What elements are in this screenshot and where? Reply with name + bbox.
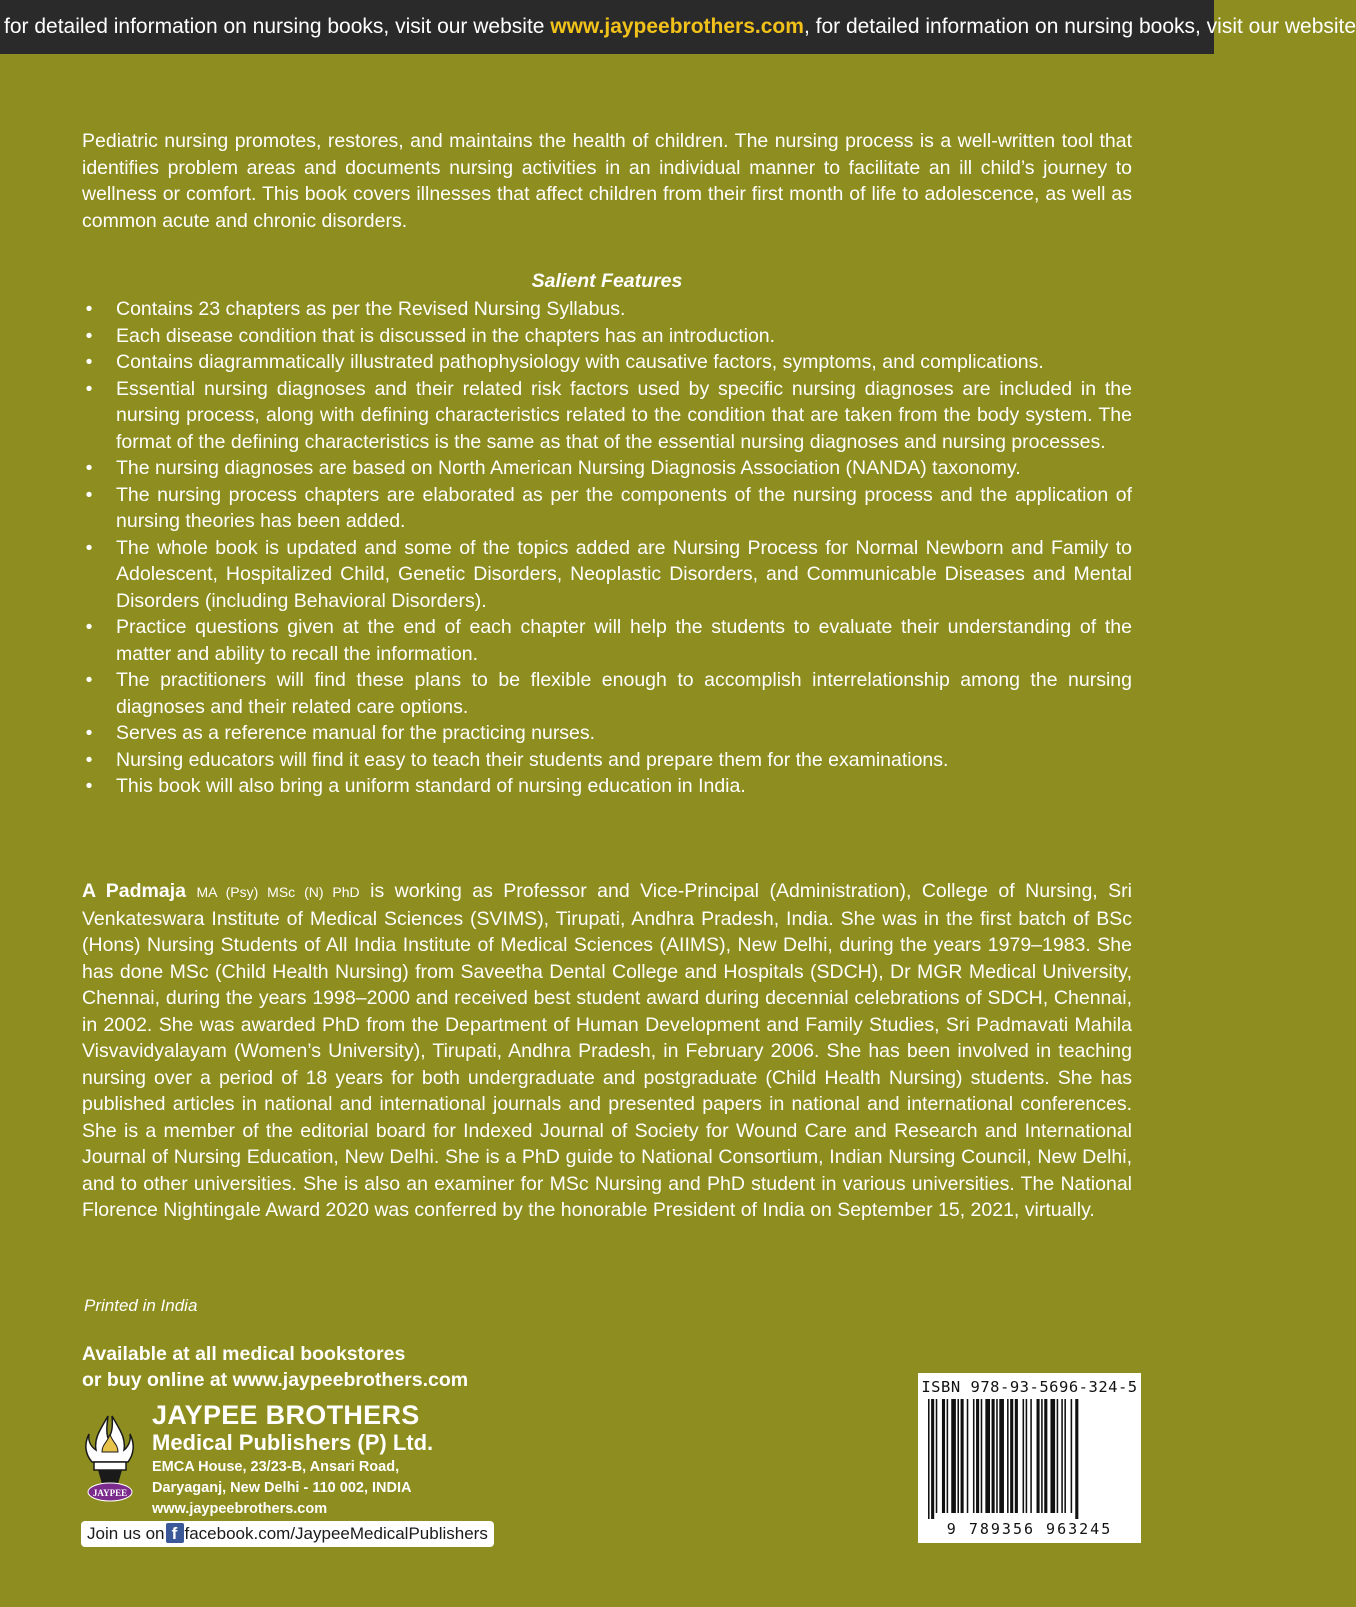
printed-in-label: Printed in India xyxy=(84,1296,198,1315)
address-line-2: Daryaganj, New Delhi - 110 002, INDIA xyxy=(152,1480,412,1496)
banner-website-link[interactable]: www.jaypeebrothers.com xyxy=(550,15,804,38)
publisher-address xyxy=(152,1457,412,1520)
barcode-bar xyxy=(1041,1399,1043,1513)
banner-text-start: for detailed information on nursing books, visit our website xyxy=(4,15,551,38)
barcode-bar xyxy=(928,1399,930,1519)
barcode-bar xyxy=(942,1399,945,1513)
author-qualifications: MA (Psy) MSc (N) PhD xyxy=(196,884,360,900)
barcode-bar xyxy=(1015,1399,1018,1513)
publisher-subname: Medical Publishers (P) Ltd. xyxy=(152,1430,434,1455)
author-bio-text: is working as Professor and Vice-Principal (Administration), College of Nursing, Sri Venkateswara Institute of Medical Sciences (SVIMS), Tirupati, Andhra Pradesh, India. She was in the first batch of BSc (Hons) Nursing Students of All India Institute of Medical Sciences (AIIMS), New Delhi, during the years 1979–1983. She has done MSc (Child Health Nursing) from Saveetha Dental College and Hospitals (SDCH), Dr MGR Medical University, Chennai, during the years 1998–2000 and received best student award during decennial celebrations of SDCH, Chennai, in 2002. She was awarded PhD from the Department of Human Development and Family Studies, Sri Padmavati Mahila Visvavidyalayam (Women’s University), Tirupati, Andhra Pradesh, in February 2006. She has been involved in teaching nursing over a period of 18 years for both undergraduate and postgraduate (Child Health Nursing) students. She has published articles in national and international journals and presented papers in national and international conferences. She is a member of the editorial board for Indexed Journal of Society for Wound Care and Research and International Journal of Nursing Education, New Delhi. She is a PhD guide to National Consortium, Indian Nursing Council, New Delhi, and to other universities. She is also an examiner for MSc Nursing and PhD student in various universities. The National Florence Nightingale Award 2020 was conferred by the honorable President of India on September 15, 2021, virtually. xyxy=(82,880,1132,1221)
address-line-1: EMCA House, 23/23-B, Ansari Road, xyxy=(152,1459,400,1475)
publisher-website[interactable]: www.jaypeebrothers.com xyxy=(152,1501,328,1517)
barcode-bar xyxy=(1030,1399,1032,1513)
barcode-bar xyxy=(1050,1399,1055,1513)
barcode-bar xyxy=(1037,1399,1040,1513)
top-banner xyxy=(0,0,1356,54)
social-handle: facebook.com/JaypeeMedicalPublishers xyxy=(184,1524,488,1543)
feature-item: • Contains 23 chapters as per the Revised Nursing Syllabus. xyxy=(82,296,1132,323)
feature-item: • Essential nursing diagnoses and their related risk factors used by specific nursing diagnoses are included in the nursing process, along with defining characteristics related to the condition that are taken from the body system. The format of the defining characteristics is the same as that of the essential nursing diagnoses and nursing processes. xyxy=(82,376,1132,456)
author-name: A Padmaja xyxy=(82,880,187,902)
publisher-name: JAYPEE BROTHERS xyxy=(152,1400,420,1430)
publisher-logo xyxy=(80,1412,144,1510)
barcode-bar xyxy=(931,1399,934,1519)
barcode-bar xyxy=(936,1399,938,1513)
barcode-bar xyxy=(999,1399,1004,1513)
barcode-bar xyxy=(1064,1399,1066,1513)
barcode-bar xyxy=(1023,1399,1025,1513)
features-heading: Salient Features xyxy=(531,270,683,292)
barcode-bar xyxy=(985,1399,990,1513)
feature-item: • Practice questions given at the end of each chapter will help the students to evaluate their understanding of the matter and ability to recall the information. xyxy=(82,614,1132,667)
logo-wordmark: JAYPEE xyxy=(92,1488,128,1498)
feature-item: • Each disease condition that is discussed in the chapters has an introduction. xyxy=(82,323,1132,350)
feature-item: • Nursing educators will find it easy to teach their students and prepare them for the examinations. xyxy=(82,747,1132,774)
barcode-bar xyxy=(992,1399,995,1513)
author-bio xyxy=(82,878,1132,1224)
barcode-bar xyxy=(996,1399,998,1513)
barcode-bar xyxy=(1071,1399,1073,1513)
barcode-bar xyxy=(1026,1399,1028,1513)
isbn-label: ISBN 978-93-5696-324-5 xyxy=(921,1378,1138,1396)
jaypee-flame-icon xyxy=(80,1412,144,1510)
isbn-digits: 9 789356 963245 xyxy=(946,1520,1113,1538)
feature-item: • Contains diagrammatically illustrated pathophysiology with causative factors, symptoms, and complications. xyxy=(82,349,1132,376)
intro-paragraph: Pediatric nursing promotes, restores, and maintains the health of children. The nursing process is a well-written tool that identifies problem areas and documents nursing activities in an individual manner to facilitate an ill child’s journey to wellness or comfort. This book covers illnesses that affect children from their first month of life to adolescence, as well as common acute and chronic disorders. xyxy=(82,130,1132,232)
social-prefix: Join us on xyxy=(87,1524,165,1543)
feature-item: • The nursing diagnoses are based on North American Nursing Diagnosis Association (NANDA) taxonomy. xyxy=(82,455,1132,482)
availability-line-2[interactable]: or buy online at www.jaypeebrothers.com xyxy=(82,1369,469,1391)
barcode-bar xyxy=(967,1399,969,1513)
barcode-bar xyxy=(1061,1399,1063,1513)
barcode-bar xyxy=(976,1399,979,1513)
banner-text-end: , for detailed information on nursing books, visit our website xyxy=(803,15,1356,38)
barcode-bar xyxy=(957,1399,959,1513)
social-link[interactable] xyxy=(81,1521,494,1547)
feature-item: • The practitioners will find these plans to be flexible enough to accomplish interrelationship among the nursing diagnoses and their related care options. xyxy=(82,667,1132,720)
barcode-bar xyxy=(981,1399,983,1513)
barcode-graphic xyxy=(928,1399,1131,1519)
isbn-barcode xyxy=(918,1373,1141,1543)
barcode-bar xyxy=(947,1399,949,1513)
barcode-bar xyxy=(1044,1399,1047,1513)
barcode-bar xyxy=(1057,1399,1059,1513)
barcode-bar xyxy=(961,1399,964,1513)
barcode-bar xyxy=(973,1399,975,1513)
feature-item: • Serves as a reference manual for the practicing nurses. xyxy=(82,720,1132,747)
availability-line-1: Available at all medical bookstores xyxy=(82,1343,406,1365)
feature-item: • The nursing process chapters are elaborated as per the components of the nursing process and the application of nursing theories has been added. xyxy=(82,482,1132,535)
features-list xyxy=(82,296,1132,800)
feature-item: • This book will also bring a uniform standard of nursing education in India. xyxy=(82,773,1132,800)
availability-note xyxy=(82,1341,468,1393)
barcode-bar xyxy=(951,1399,956,1513)
feature-item: • The whole book is updated and some of the topics added are Nursing Process for Normal Newborn and Family to Adolescent, Hospitalized Child, Genetic Disorders, Neoplastic Disorders, and Communicable Diseases and Mental Disorders (including Behavioral Disorders). xyxy=(82,535,1132,615)
facebook-icon: f xyxy=(166,1523,184,1543)
barcode-bar xyxy=(1007,1399,1009,1513)
barcode-bar xyxy=(1010,1399,1013,1513)
barcode-bar xyxy=(1075,1399,1078,1519)
